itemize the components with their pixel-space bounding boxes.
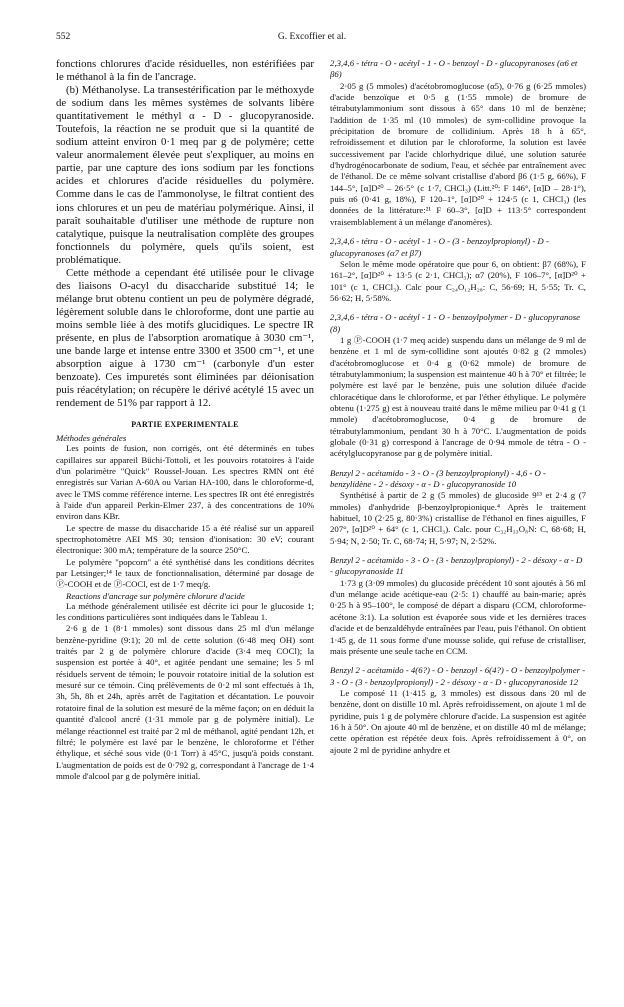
right-column	[330, 58, 586, 756]
running-title: G. Excoffier et al.	[277, 32, 347, 42]
paragraph: 1·73 g (3·09 mmoles) du glucoside précédent 10 sont ajoutés à 56 ml d'un mélange acide acétique-eau (2·5: 1) chauffé au bain-marie; après 0·25 h à 95–100°, le composé de départ a disparu (CCM, chloroforme-acétone 3:1). La solution est évaporée sous vide et les dernières traces d'acide et de benzaldéhyde entraînées par l'eau, puis l'éthanol. On obtient 1·45 g, de 11 sous forme d'une mousse solide, qui refuse de cristalliser, mais présente une seule tache en CCM.	[330, 577, 586, 656]
compound-heading: Benzyl 2 - acétamido - 4(6?) - O - benzoyl - 6(4?) - O - benzoylpolymer - 3 - O - (3 - benzoylpropionyl) - 2 - désoxy - α - D - glucopyranoside 12	[330, 665, 586, 687]
compound-heading: Benzyl 2 - acétamido - 3 - O - (3 - benzoylpropionyl) - 2 - désoxy - α - D - glucopyranoside 11	[330, 555, 583, 577]
paragraph: (b) Méthanolyse. La transestérification par le méthoxyde de sodium dans les mêmes systèmes de solvants libère quantitativement le méthyl α - D - glucopyranoside. Toutefois, la réaction ne se produit que si la quantité de sodium atteint environ 0·1 meq par g de polymère; cette valeur anormalement élevée peut s'expliquer, au moins en partie, par une capture des ions sodium par les fonctions acides et chlorures d'acide résiduelles du polymère. Comme dans le cas de l'ammonolyse, le filtrat contient des ions chlorures et un peu de matériau polymérique. Ainsi, il paraît souhaitable d'utiliser une méthode de rupture non catalytique, puisque la neutralisation complète des groupes fonctionnels du polymère, quels qu'ils soient, est problématique.	[56, 84, 314, 266]
subsection-heading: Reactions d'ancrage sur polymère chlorure d'acide	[66, 590, 245, 601]
paragraph: fonctions chlorures d'acide résiduelles, non estérifiées par le méthanol à la fin de l'ancrage.	[56, 58, 314, 84]
compound-heading: Benzyl 2 - acétamido - 3 - O - (3 benzoylpropionyl) - 4,6 - O - benzylidène - 2 - désoxy - α - D - glucopyranoside 10	[330, 467, 546, 490]
compound-heading: 2,3,4,6 - tétra - O - acétyl - 1 - O - benzoylpolymer - D - glucopyranose (8)	[330, 312, 581, 334]
page-number: 552	[56, 32, 71, 42]
compound-heading: 2,3,4,6 - tétra - O - acétyl - 1 - O - benzoyl - D - glucopyranoses (α6 et β6)	[330, 58, 578, 80]
paragraph: Le composé 11 (1·415 g, 3 mmoles) est dissous dans 20 ml de benzène, dont on distille 10 ml. Après refroidissement, on ajoute 1 ml de pyridine, puis 1 g de polymère chlorure d'acide. La suspension est agitée 16 h à 50°. On ajoute 40 ml de benzène, et on distille 40 ml de mélange; cette opération est répétée deux fois. Après refroidissement à 0°, on ajoute 2 ml de pyridine anhydre et	[330, 687, 586, 755]
subsection-heading: Méthodes générales	[56, 433, 127, 444]
compound-heading: 2,3,4,6 - tétra - O - acétyl - 1 - O - (3 - benzoylpropionyl) - D - glucopyranoses (α7 et β7)	[330, 236, 549, 258]
paragraph: Le polymère "popcorn" a été synthétisé dans les conditions décrites par Letsinger;¹⁴ le taux de fonctionnalisation, déterminé par dosage de Ⓟ-COOH et de Ⓟ-COCl, est de 1·7 meq/g.	[56, 556, 314, 590]
section-title: PARTIE EXPERIMENTALE	[131, 420, 239, 430]
paragraph: 2·05 g (5 mmoles) d'acétobromoglucose (α5), 0·76 g (6·25 mmoles) d'acide benzoïque et 0·5 g (1·55 mmole) de bromure de tétrabutylammonium sont dissous à 65° dans 10 ml de benzène; l'addition de 1·35 ml (10 mmoles) de sym-collidine provoque la précipitation de bromure de collidinium. Après 18 h à 65°, refroidissement et dilution par le chloroforme, la solution est lavée successivement par l'acide chlorhydrique dilué, une solution saturée d'hydrogénocarbonate de sodium, l'eau, et séchée par entraînement avec de l'éthanol. De ce même solvant cristallise d'abord β6 (1·5 g, 66%), F 144–5°, [α]D²⁰ – 26·5° (c 1·7, CHCl₃) (Litt.²⁰: F 146°, [α]D – 28·1°), puis α6 (0·41 g, 18%), F 120–1°, [α]D²⁰ + 124·5 (c 1, CHCl₃) (les données de la littérature:²¹ F 60–3°, [α]D + 113·5° correspondent vraisemblablement à un mélange d'anomères).	[330, 80, 586, 227]
paragraph: La méthode généralement utilisée est décrite ici pour le glucoside 1; les conditions particulières sont indiquées dans le Tableau 1.	[56, 600, 314, 623]
paragraph: 2·6 g de 1 (8·1 mmoles) sont dissous dans 25 ml d'un mélange benzène-pyridine (9:1); 20 ml de cette solution (6·48 meq OH) sont traités par 2 g de polymère chlorure d'acide (3·4 meq COCl); la suspension est portée à 40°, et agitée pendant une semaine; les 5 ml résiduels servent de témoin; le pouvoir rotatoire initial de la solution est mesuré sur ce témoin. Cinq prélèvements de 0·2 ml sont effectués à 1h, 3h, 5h, 8h et 24h, après arrêt de l'agitation et décantation. Le pouvoir rotatoire final de la solution est mesuré de la même façon; on en déduit la quantité d'alcool ancré (1·31 mmole par g de polymère initial). Le mélange réactionnel est traité par 2 ml de méthanol, agité pendant 12h, et filtré; le polymère est lavé par le benzène, le chloroforme et l'éther éthylique, et séché sous vide (0·1 Torr) à 45°C, jusqu'à poids constant. L'augmentation de poids est de 0·792 g, correspondant à l'ancrage de 1·4 mmole d'alcool par g de polymère initial.	[56, 623, 314, 781]
paragraph: Le spectre de masse du disaccharide 15 a été réalisé sur un appareil spectrophotomètre AEI MS 30; tension d'ionisation: 30 eV; courant électronique: 300 mA; température de la source 250°C.	[56, 522, 314, 556]
paragraph: Synthétisé à partir de 2 g (5 mmoles) de glucoside 9¹³ et 2·4 g (7 mmoles) d'anhydride β-benzoylpropionique.⁴ Après le traitement habituel, 10 (2·25 g, 80·3%) cristallise de l'éthanol en fines aiguilles, F 207°, [α]D²⁰ + 64° (c 1, CHCl₃). Calc. pour C₃₂H₃₃O₈N: C, 68·68; H, 5·94; N, 2·50; Tr. C, 68·74; H, 5·97; N, 2·52%.	[330, 490, 586, 546]
paragraph: Selon le même mode opératoire que pour 6, on obtient: β7 (68%), F 161–2°, [α]D²⁰ + 13·5 (c 2·1, CHCl₃); α7 (20%), F 106–7°, [α]D²⁰ + 101° (c 1, CHCl₃). Calc pour C₂₄O₁₂H₂₈: C, 56·69; H, 5·55; Tr. C, 56·62; H, 5·58%.	[330, 258, 586, 303]
paragraph: Les points de fusion, non corrigés, ont été déterminés en tubes capillaires sur appareil Büchi-Tottoli, et les pouvoirs rotatoires à l'aide d'un polarimètre "Quick" Roussel-Jouan. Les spectres RMN ont été enregistrés sur Varian A-60A ou Varian HA-100, dans le chloroforme-d, avec le TMS comme référence interne. Les spectres IR ont été enregistrés à l'aide d'un appareil Perkin-Elmer 237, à des concentrations de 10% environ dans KBr.	[56, 443, 314, 522]
paragraph: Cette méthode a cependant été utilisée pour le clivage des liaisons O-acyl du disaccharide substitué 14; le mélange brut obtenu contient un peu de polymère dégradé, légèrement soluble dans le chloroforme, dont une partie au moins semble liée à des motifs glucidiques. Le spectre IR présente, en plus de l'absorption aromatique à 3030 cm⁻¹, une bande large et intense entre 3300 et 3500 cm⁻¹, et une absorption aigue à 1730 cm⁻¹ (carbonyle d'un ester benzoate). Ces impuretés sont éliminées par déionisation puis réacétylation; on récupère le dérivé acétylé 15 avec un rendement de 51% par rapport à 12.	[56, 266, 314, 410]
paragraph: 1 g Ⓟ-COOH (1·7 meq acide) suspendu dans un mélange de 9 ml de benzène et 1 ml de sym-collidine sont ajoutés 0·82 g (2 mmoles) d'acétobromoglucose et 0·4 g (0·62 mmole) de bromure de tétrabutylammonium; la suspension est maintenue 40 h à 70° et filtrée; le polymère est lavé par le benzène, puis une solution diluée d'acide chloracétique dans le chloroforme, et par l'éther éthylique. Le polymère obtenu (1·275 g) est à nouveau traité dans le même milieu par 0·41 g (1 mmole) d'acétobromoglucose, 0·4 g de bromure de tétrabutylammonium, pendant 30 h à 70°C. L'augmentation de poids globale (0·31 g) correspond à l'ancrage de 0·94 mmole de tétra - O - acétylglucopyranose par g de polymère initial.	[330, 334, 586, 459]
left-column	[56, 58, 314, 782]
